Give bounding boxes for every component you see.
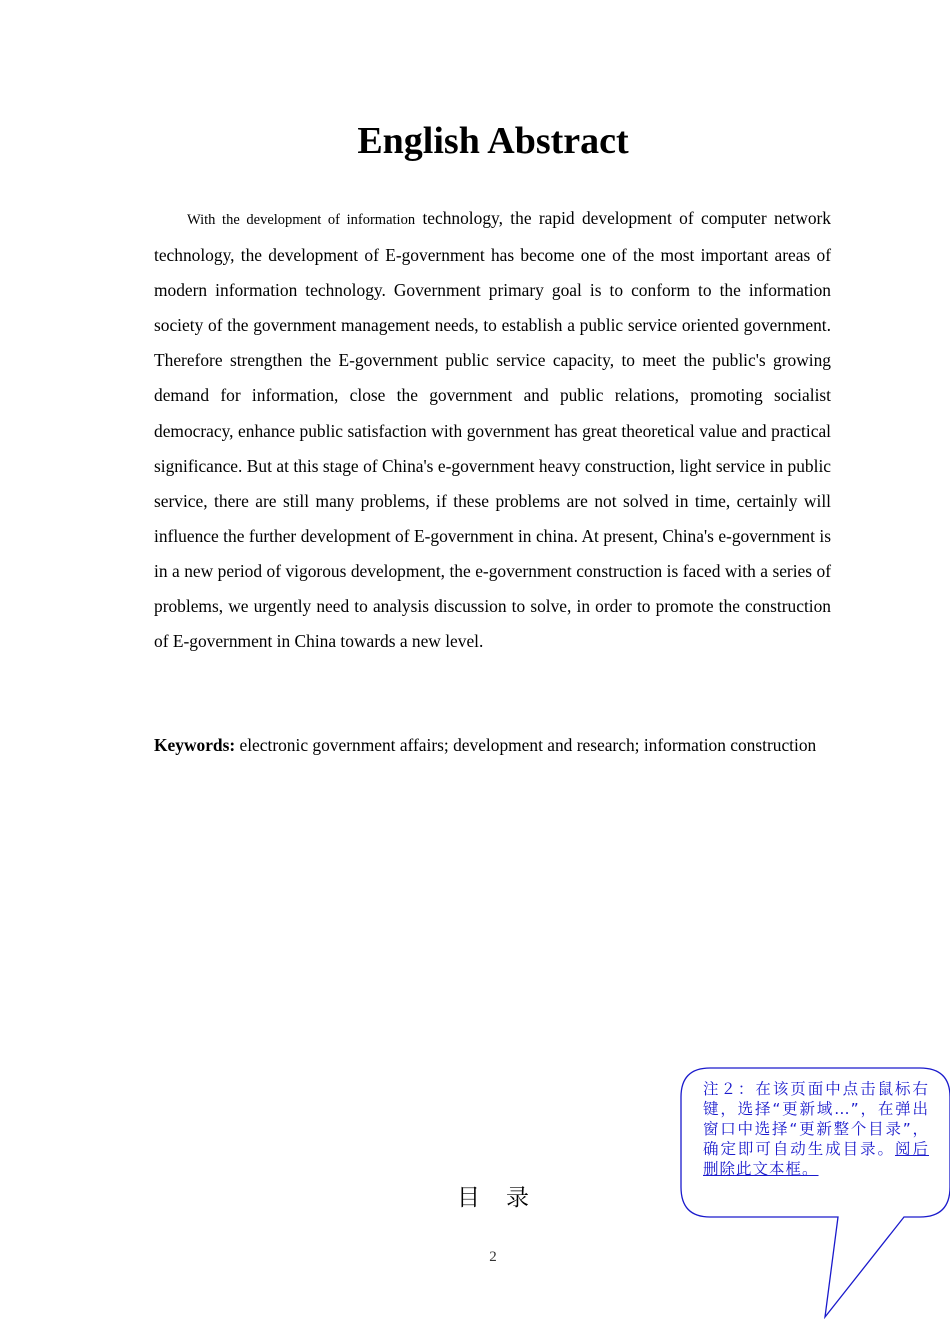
abstract-lead: With the development of information [187, 212, 416, 228]
page-number: 2 [489, 1249, 497, 1265]
callout-textbox[interactable] [680, 1067, 950, 1319]
abstract-paragraph [154, 201, 831, 659]
keywords-paragraph [154, 728, 831, 763]
keywords-text: electronic government affairs; development and research; information construction [235, 735, 817, 755]
abstract-title: English Abstract [357, 120, 629, 162]
keywords-label: Keywords: [154, 735, 236, 755]
abstract-body: technology, the rapid development of computer network technology, the development of E-government has become one of the most important areas of modern information technology. Government primary goal is to conform to the information society of the government management needs, to establish a public service oriented government. Therefore strengthen the E-government public service capacity, to meet the public's growing demand for information, close the government and public relations, promoting socialist democracy, enhance public satisfaction with government has great theoretical value and practical significance. But at this stage of China's e-government heavy construction, light service in public service, there are still many problems, if these problems are not solved in time, certainly will influence the further development of E-government in china. At present, China's e-government is in a new period of vigorous development, the e-government construction is faced with a series of problems, we urgently need to analysis discussion to solve, in order to promote the construction of E-government in China towards a new level. [154, 208, 832, 652]
callout-note [703, 1079, 929, 1179]
callout-note-text: 注２：在该页面中点击鼠标右键，选择“更新域…”，在弹出窗口中选择“更新整个目录”，确定即可自动生成目录。 [703, 1080, 929, 1158]
delete-textbox-link[interactable]: 阅后删除此文本框。 [703, 1140, 929, 1178]
toc-heading: 目录 [457, 1185, 555, 1211]
